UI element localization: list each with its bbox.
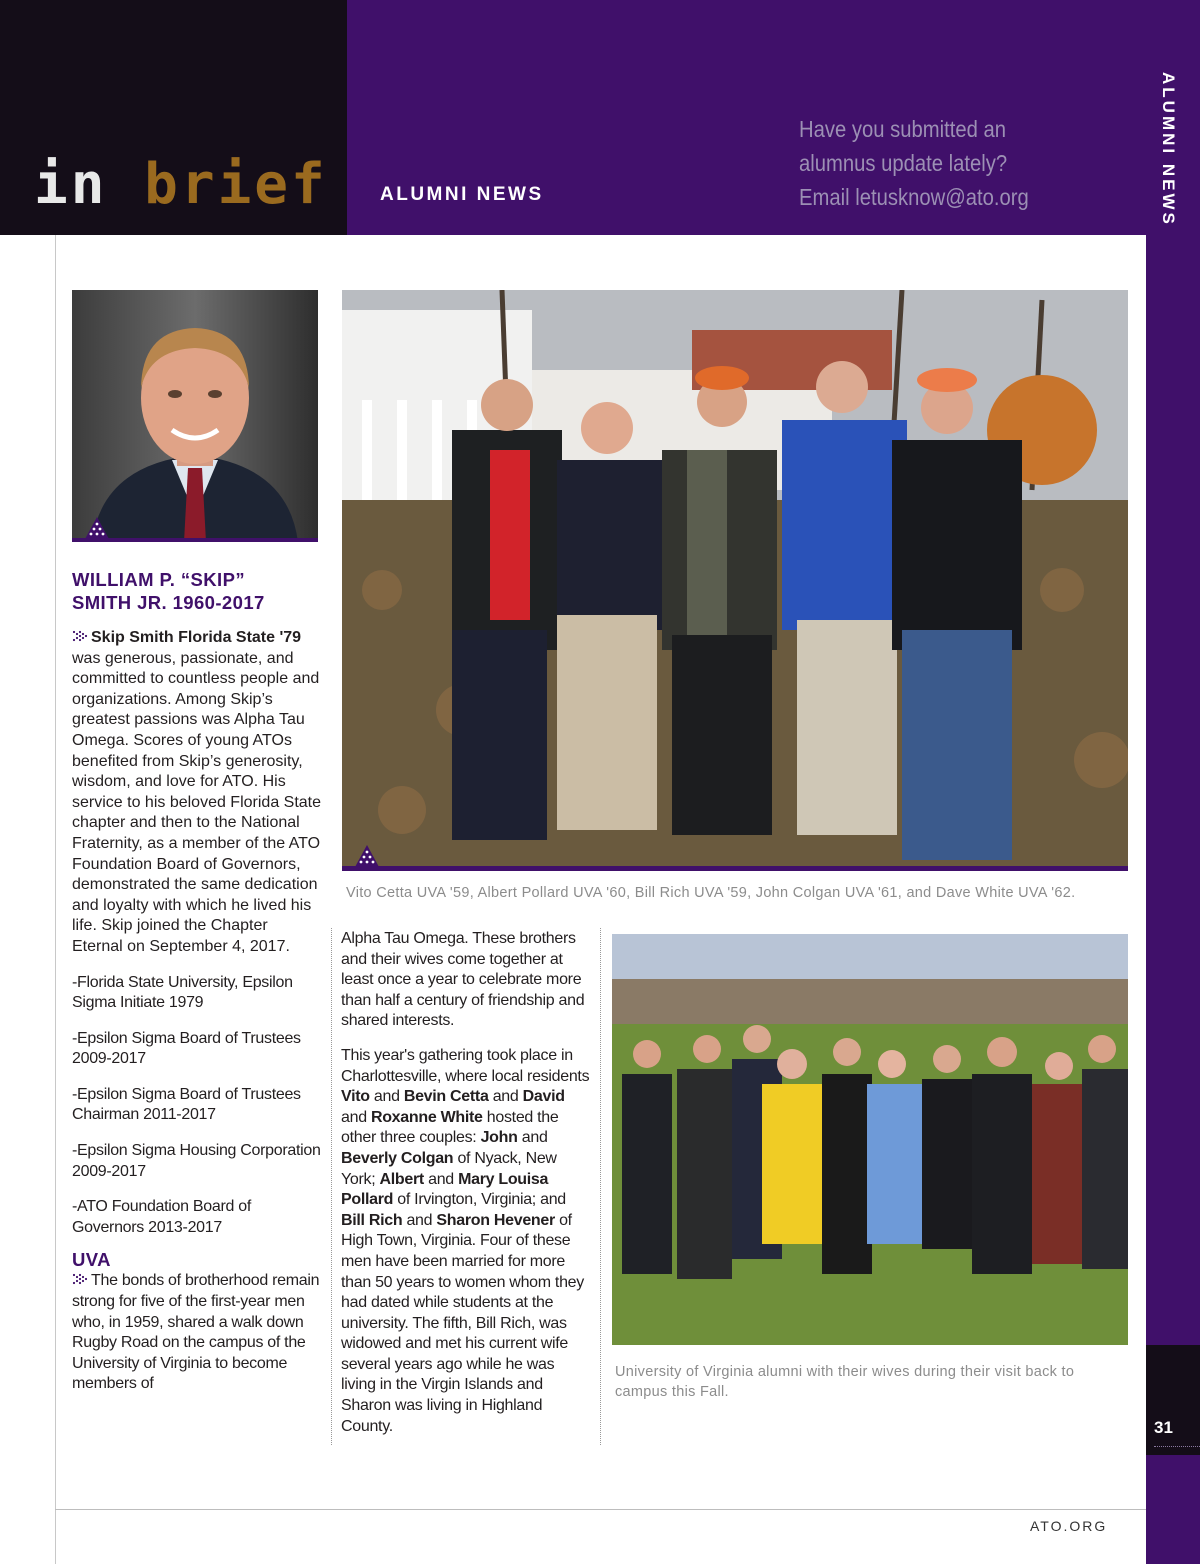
role-item: -Epsilon Sigma Board of Trustees 2009-2017	[72, 1029, 301, 1068]
obituary-headline	[72, 568, 322, 614]
group-photo-accent-bar	[342, 866, 1128, 871]
brand-word-in: in	[34, 152, 108, 217]
submit-line-2: alumnus update lately?	[799, 150, 1008, 176]
group-photo-five-alumni	[342, 290, 1128, 868]
page-number-rule	[1154, 1446, 1200, 1447]
p2-text: and	[423, 1170, 459, 1188]
section-label: ALUMNI NEWS	[380, 184, 544, 205]
left-text-column	[72, 568, 322, 1395]
group-photo-alumni-wives	[612, 934, 1128, 1345]
role-item: -Epsilon Sigma Board of Trustees Chairman 2011-2017	[72, 1085, 301, 1124]
obituary-body	[72, 628, 322, 958]
role-item: -Florida State University, Epsilon Sigma Initiate 1979	[72, 973, 293, 1012]
middle-text-column	[341, 929, 593, 1437]
ato-triangle-icon	[354, 844, 380, 868]
brand-word-brief: brief	[144, 152, 328, 217]
obituary-lead-name: Skip Smith Florida State '79	[91, 629, 302, 646]
wives-photo-caption: University of Virginia alumni with their wives during their visit back to campus this Fall.	[615, 1364, 1075, 1400]
uva-intro-text: The bonds of brotherhood remain strong for five of the first-year men who, in 1959, shared a walk down Rugby Road on the campus of the University of Virginia to become members of	[72, 1272, 320, 1393]
name-vito: Vito	[341, 1088, 370, 1106]
p2-text: hosted the other three couples:	[341, 1108, 559, 1147]
uva-intro	[72, 1271, 322, 1395]
p2-text: and	[341, 1108, 371, 1126]
dotted-arrow-icon	[72, 1273, 88, 1285]
column-divider	[331, 928, 332, 1445]
p2-text: This year's gathering took place in Charlottesville, where local residents	[341, 1046, 590, 1085]
p2-text: and	[402, 1211, 437, 1229]
submit-line-1: Have you submitted an	[799, 116, 1007, 142]
left-margin-rule	[55, 235, 56, 1564]
p2-text: and	[369, 1088, 404, 1106]
role-item: -ATO Foundation Board of Governors 2013-2017	[72, 1198, 251, 1236]
submit-update-note	[799, 112, 1081, 214]
footer-rule	[55, 1509, 1146, 1510]
role-item: -Epsilon Sigma Housing Corporation 2009-2017	[72, 1142, 321, 1180]
name-john: John	[480, 1129, 518, 1147]
submit-email-line[interactable]: Email letusknow@ato.org	[799, 184, 1029, 210]
obituary-headline-line-1: WILLIAM P. “SKIP”	[72, 569, 245, 590]
p2-text: of Irvington, Virginia; and	[393, 1191, 566, 1209]
dotted-arrow-icon	[72, 630, 88, 642]
p2-text: and	[517, 1129, 548, 1147]
name-bill: Bill Rich	[341, 1211, 403, 1229]
column-divider	[600, 928, 601, 1445]
portrait-photo	[72, 290, 318, 542]
uva-paragraph-2	[341, 1046, 593, 1437]
p2-text: of High Town, Virginia. Four of these men have been married for more than 50 years to women whom they had dated while students at the university. The fifth, Bill Rich, was widowed and met his current wife several years ago while he was living in the Virgin Islands and Sharon was living in Highland County.	[341, 1211, 584, 1435]
footer-url[interactable]: ATO.ORG	[1030, 1518, 1108, 1534]
in-brief-logo	[34, 150, 328, 220]
name-bevin: Bevin Cetta	[403, 1088, 489, 1106]
p2-text: of Nyack, New York;	[341, 1149, 557, 1188]
name-roxanne: Roxanne White	[370, 1108, 483, 1126]
name-mary: Mary Louisa Pollard	[341, 1170, 549, 1209]
side-purple-strip	[1146, 0, 1200, 1564]
name-david: David	[522, 1088, 565, 1106]
name-sharon: Sharon Hevener	[436, 1211, 555, 1229]
name-albert: Albert	[379, 1170, 424, 1188]
uva-paragraph-1: Alpha Tau Omega. These brothers and their wives come together at least once a year to celebrate more than half a century of friendship and shared interests.	[341, 930, 585, 1030]
page-number: 31	[1154, 1418, 1173, 1437]
p2-text: and	[488, 1088, 523, 1106]
name-beverly: Beverly Colgan	[341, 1149, 454, 1167]
obituary-headline-line-2: SMITH JR. 1960-2017	[72, 592, 265, 613]
side-section-label: ALUMNI NEWS	[1159, 72, 1178, 227]
uva-headline: UVA	[72, 1249, 111, 1271]
obituary-body-text: was generous, passionate, and committed to countless people and organizations. Among Skip’s greatest passions was Alpha Tau Omega. Scores of young ATOs benefited from Skip’s generosity, wisdom, and love for ATO. His service to his beloved Florida State chapter and then to the National Fraternity, as a member of the ATO Foundation Board of Governors, demonstrated the same dedication and loyalty with which he lived his life. Skip joined the Chapter Eternal on September 4, 2017.	[72, 649, 322, 955]
ato-triangle-icon	[84, 516, 110, 540]
side-page-tab	[1146, 1345, 1200, 1455]
group-photo-caption: Vito Cetta UVA '59, Albert Pollard UVA '60, Bill Rich UVA '59, John Colgan UVA '61, and Dave White UVA '62.	[346, 885, 1076, 901]
